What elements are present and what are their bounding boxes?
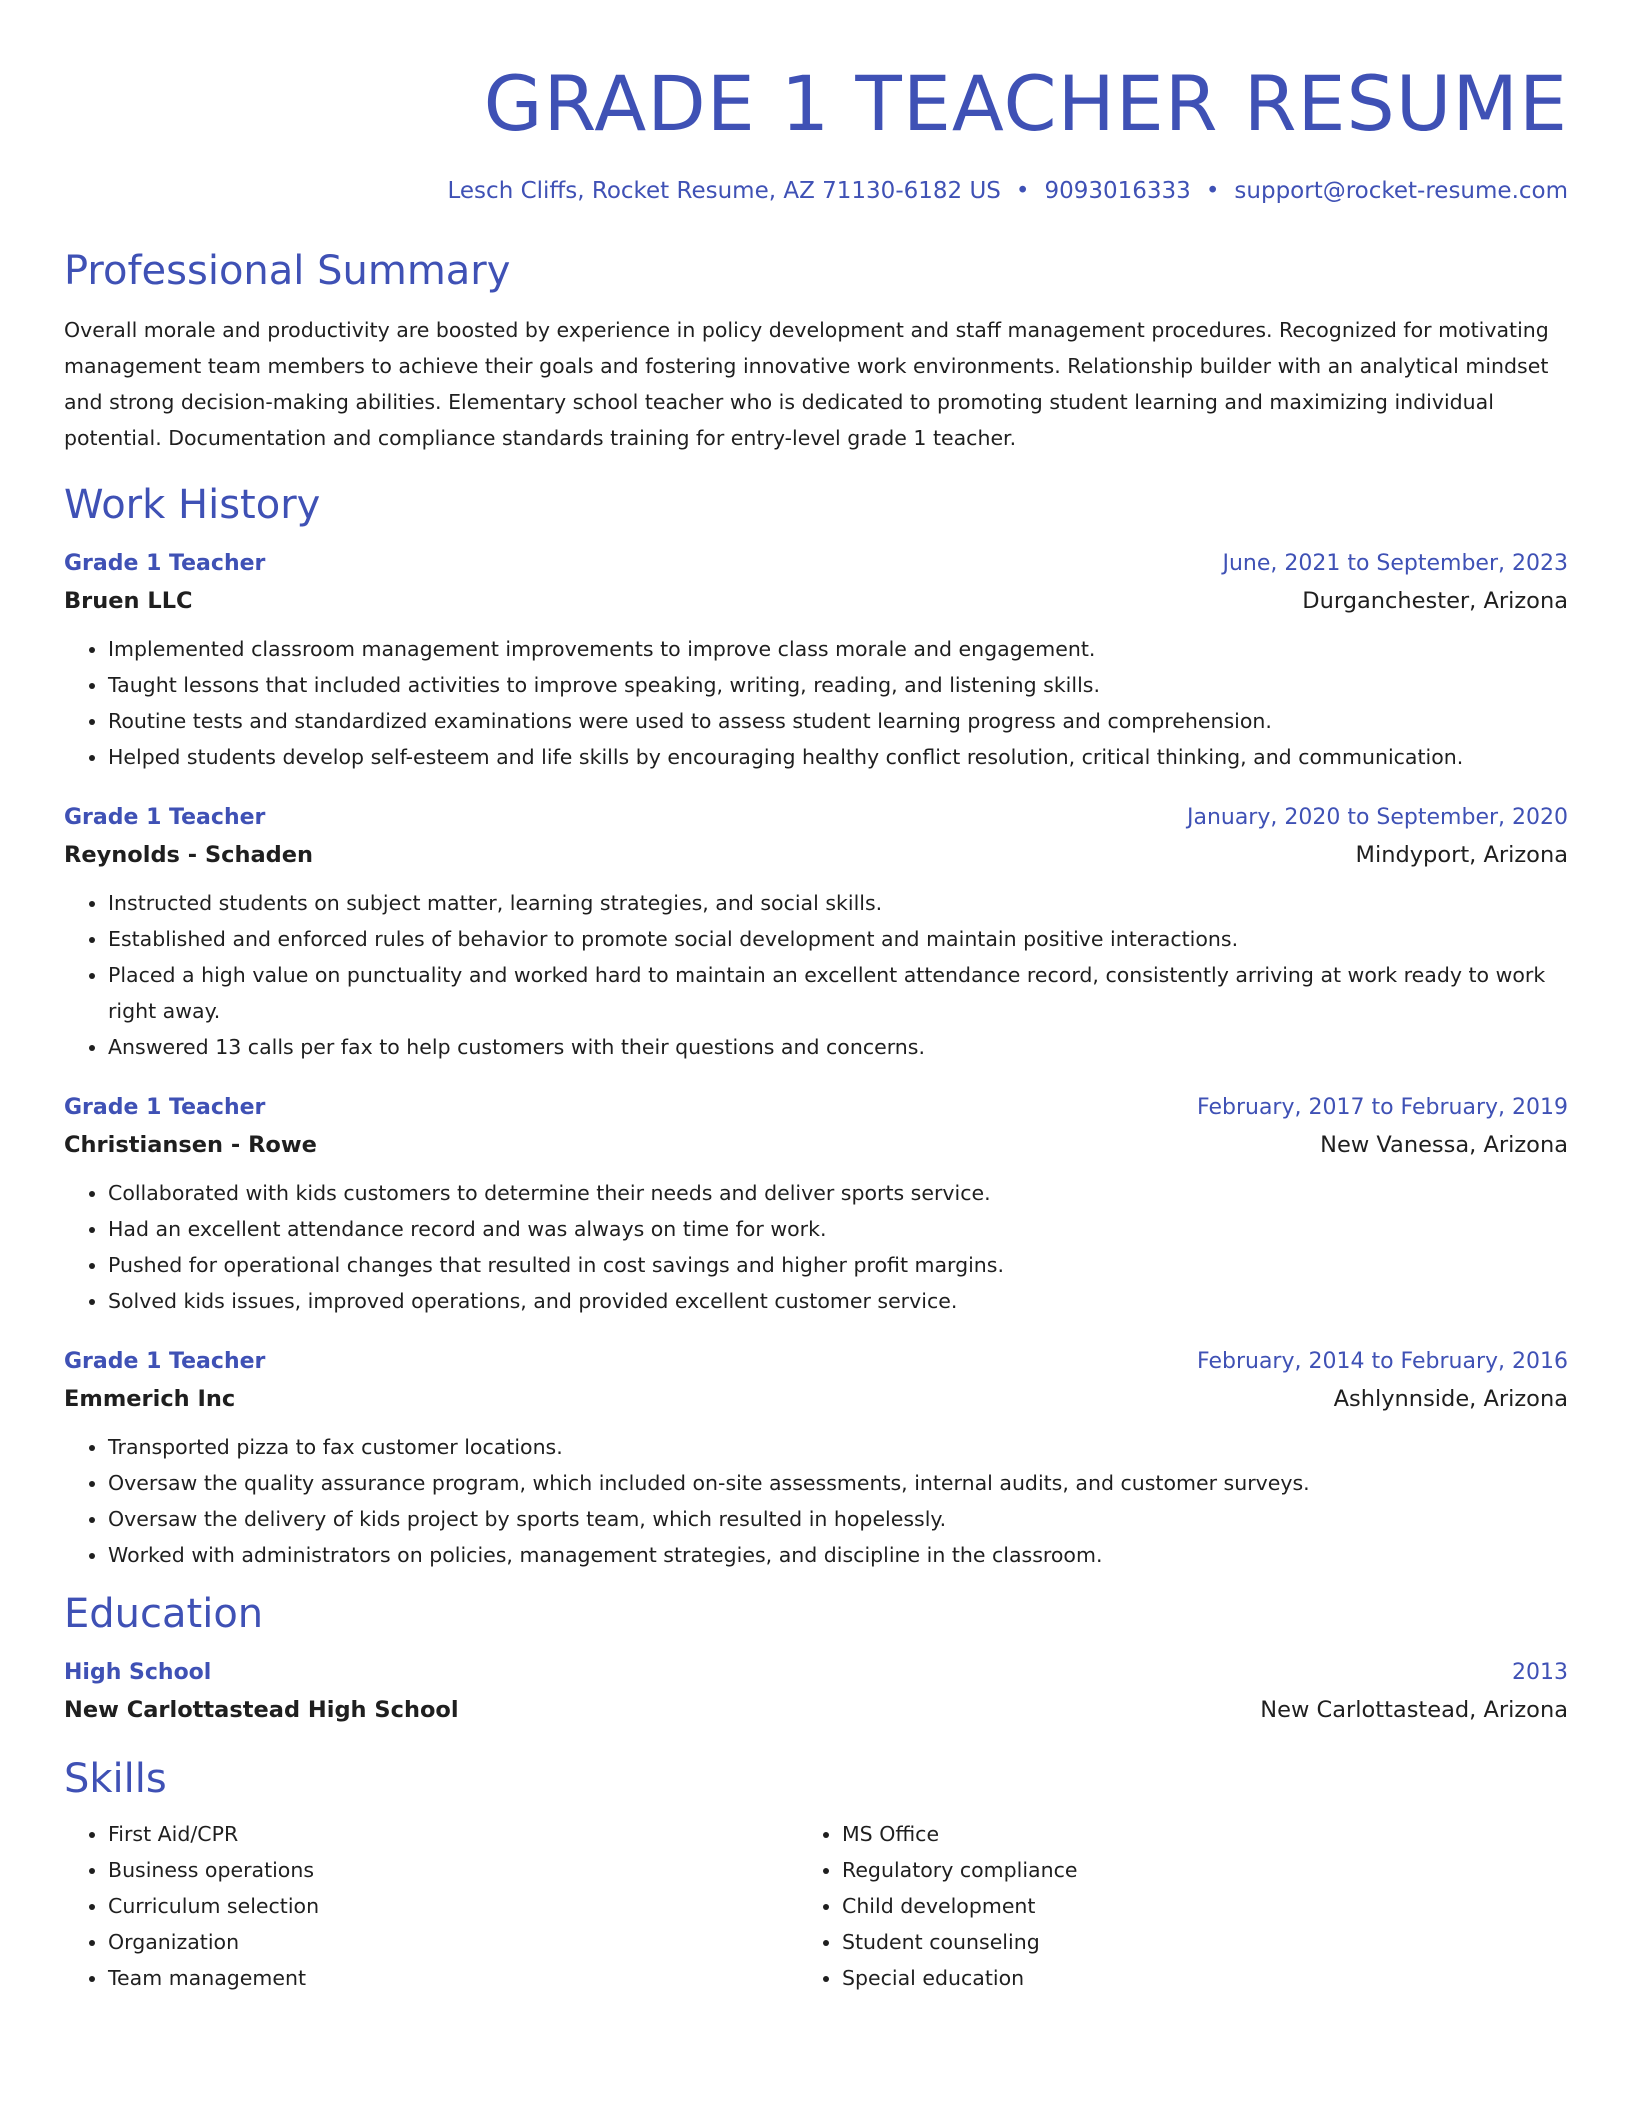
job-duty: • Oversaw the delivery of kids project by sports team, which resulted in hopelessly. — [108, 1501, 1568, 1537]
contact-address: Lesch Cliffs, Rocket Resume, AZ 71130-6182 US — [447, 178, 1001, 204]
work-history-heading: Work History — [64, 482, 321, 528]
contact-separator: • — [1205, 178, 1220, 204]
job-company: Emmerich Inc — [64, 1386, 236, 1412]
skill-item: • Business operations — [108, 1852, 798, 1888]
skills-column-left — [64, 1816, 798, 1996]
skill-item: • MS Office — [842, 1816, 1532, 1852]
summary-text: Overall morale and productivity are boosted by experience in policy development and staff management procedures. Recognized for motivating management team members to achieve their goals and fostering innovative work environments. Relationship builder with an analytical mindset and strong decision-making abilities. Elementary school teacher who is dedicated to promoting student learning and maximizing individual potential. Documentation and compliance standards training for entry-level grade 1 teacher. — [64, 318, 1549, 450]
education-location: New Carlottastead, Arizona — [1260, 1697, 1568, 1723]
skill-item: • First Aid/CPR — [108, 1816, 798, 1852]
education-degree: High School — [64, 1660, 212, 1685]
job-dates: February, 2014 to February, 2016 — [1197, 1349, 1568, 1374]
job-entry — [64, 1345, 1568, 1573]
resume-page — [64, 0, 1568, 1996]
job-duty: • Pushed for operational changes that resulted in cost savings and higher profit margins. — [108, 1247, 1568, 1283]
education-school: New Carlottastead High School — [64, 1697, 459, 1723]
job-duties — [64, 885, 1568, 1065]
job-location: New Vanessa, Arizona — [1320, 1132, 1568, 1158]
job-duties — [64, 1429, 1568, 1573]
skill-item: • Curriculum selection — [108, 1888, 798, 1924]
job-duty: • Placed a high value on punctuality and worked hard to maintain an excellent attendance record, consistently arriving at work ready to work right away. — [108, 957, 1568, 1029]
job-duty: • Had an excellent attendance record and was always on time for work. — [108, 1211, 1568, 1247]
job-dates: January, 2020 to September, 2020 — [1186, 805, 1568, 830]
job-entry — [64, 801, 1568, 1065]
job-location: Ashlynnside, Arizona — [1333, 1386, 1568, 1412]
job-duty: • Oversaw the quality assurance program, which included on-site assessments, internal audits, and customer surveys. — [108, 1465, 1568, 1501]
education-entry — [64, 1656, 1568, 1730]
job-location: Mindyport, Arizona — [1355, 842, 1568, 868]
job-duty: • Transported pizza to fax customer locations. — [108, 1429, 1568, 1465]
job-dates: June, 2021 to September, 2023 — [1222, 551, 1568, 576]
job-duty: • Established and enforced rules of behavior to promote social development and maintain positive interactions. — [108, 921, 1568, 957]
skills-column-right — [798, 1816, 1532, 1996]
contact-email: support@rocket-resume.com — [1234, 178, 1568, 204]
contact-separator: • — [1015, 178, 1030, 204]
skill-item: • Organization — [108, 1924, 798, 1960]
job-duty: • Answered 13 calls per fax to help customers with their questions and concerns. — [108, 1029, 1568, 1065]
resume-title: GRADE 1 TEACHER RESUME — [483, 59, 1568, 148]
job-role: Grade 1 Teacher — [64, 1349, 266, 1374]
job-duty: • Routine tests and standardized examinations were used to assess student learning progress and comprehension. — [108, 703, 1568, 739]
job-duty: • Taught lessons that included activities to improve speaking, writing, reading, and listening skills. — [108, 667, 1568, 703]
job-duty: • Worked with administrators on policies, management strategies, and discipline in the classroom. — [108, 1537, 1568, 1573]
contact-phone: 9093016333 — [1044, 178, 1191, 204]
job-duty: • Implemented classroom management improvements to improve class morale and engagement. — [108, 631, 1568, 667]
skill-item: • Child development — [842, 1888, 1532, 1924]
contact-info — [64, 176, 1568, 206]
job-entry — [64, 547, 1568, 775]
education-heading: Education — [64, 1591, 264, 1637]
skill-item: • Team management — [108, 1960, 798, 1996]
skill-item: • Student counseling — [842, 1924, 1532, 1960]
job-duties — [64, 1175, 1568, 1319]
skills-list — [64, 1816, 1568, 1996]
job-duties — [64, 631, 1568, 775]
job-company: Bruen LLC — [64, 588, 193, 614]
skill-item: • Special education — [842, 1960, 1532, 1996]
job-company: Reynolds - Schaden — [64, 842, 314, 868]
job-location: Durganchester, Arizona — [1302, 588, 1568, 614]
job-role: Grade 1 Teacher — [64, 1095, 266, 1120]
skill-item: • Regulatory compliance — [842, 1852, 1532, 1888]
job-role: Grade 1 Teacher — [64, 551, 266, 576]
job-duty: • Solved kids issues, improved operations, and provided excellent customer service. — [108, 1283, 1568, 1319]
job-dates: February, 2017 to February, 2019 — [1197, 1095, 1568, 1120]
skills-heading: Skills — [64, 1756, 167, 1802]
summary-heading: Professional Summary — [64, 248, 511, 294]
job-duty: • Helped students develop self-esteem and life skills by encouraging healthy conflict resolution, critical thinking, and communication. — [108, 739, 1568, 775]
job-duty: • Instructed students on subject matter, learning strategies, and social skills. — [108, 885, 1568, 921]
job-company: Christiansen - Rowe — [64, 1132, 317, 1158]
job-duty: • Collaborated with kids customers to determine their needs and deliver sports service. — [108, 1175, 1568, 1211]
job-role: Grade 1 Teacher — [64, 805, 266, 830]
job-entry — [64, 1091, 1568, 1319]
education-year: 2013 — [1512, 1660, 1568, 1685]
